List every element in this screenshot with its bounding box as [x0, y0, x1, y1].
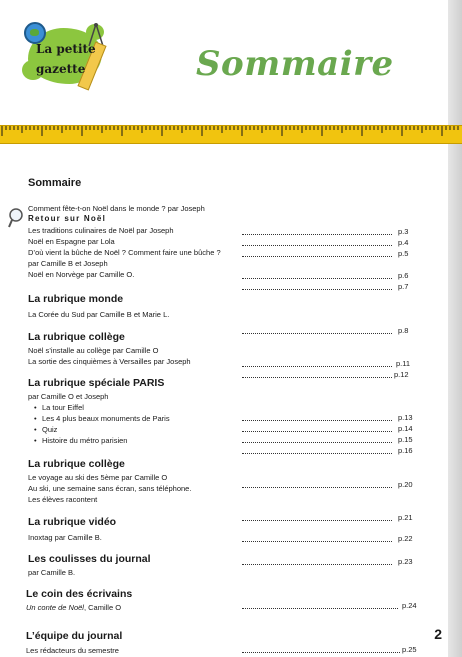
rubric-heading: La rubrique monde: [28, 293, 124, 305]
intro-question: Comment fête-t-on Noël dans le monde ? par Joseph: [28, 204, 205, 213]
logo-text-line2: gazette: [36, 62, 86, 76]
page-ref: p.4: [398, 238, 409, 247]
list-item: • La tour Eiffel: [34, 403, 84, 412]
dot-leader: [242, 487, 392, 488]
dot-leader: [242, 245, 392, 246]
toc-entry: La sortie des cinquièmes à Versailles par Joseph: [28, 357, 191, 366]
dot-leader: [242, 431, 392, 432]
toc-entry: Noël en Espagne par Lola: [28, 237, 115, 246]
toc-entry: D’où vient la bûche de Noël ? Comment faire une bûche ?: [28, 248, 221, 257]
toc-entry: Le voyage au ski des 5ème par Camille O: [28, 473, 168, 482]
dot-leader: [242, 564, 392, 565]
rubric-heading: La rubrique vidéo: [28, 516, 117, 528]
page-ref: p.12: [394, 370, 409, 379]
toc-entry: par Camille B.: [28, 568, 76, 577]
page-ref: p.8: [398, 326, 409, 335]
ruler-ticks: [0, 126, 462, 145]
page-ref: p.15: [398, 435, 413, 444]
toc-entry: Les rédacteurs du semestre: [26, 646, 119, 655]
dot-leader: [242, 453, 392, 454]
rubric-heading: Les coulisses du journal: [28, 553, 151, 565]
rubric-heading: La rubrique collège: [28, 331, 125, 343]
toc-entry: Les traditions culinaires de Noël par Joseph: [28, 226, 174, 235]
page-ref: p.24: [402, 601, 417, 610]
page-ref: p.16: [398, 446, 413, 455]
page-ref: p.3: [398, 227, 409, 236]
toc-entry: Noël en Norvège par Camille O.: [28, 270, 135, 279]
page-ref: p.21: [398, 513, 413, 522]
page-ref: p.11: [396, 359, 411, 368]
ruler-band: [0, 125, 462, 144]
dot-leader: [242, 420, 392, 421]
toc-entry: par Camille B et Joseph: [28, 259, 108, 268]
dot-leader: [242, 256, 392, 257]
page-ref: p.20: [398, 480, 413, 489]
page-ref: p.25: [402, 645, 417, 654]
list-item: • Histoire du métro parisien: [34, 436, 128, 445]
retour-heading: Retour sur Noël: [28, 214, 107, 223]
toc-entry: Inoxtag par Camille B.: [28, 533, 102, 542]
dot-leader: [242, 377, 392, 378]
toc-entry: Un conte de Noël, Camille O: [26, 603, 122, 612]
dot-leader: [242, 289, 392, 290]
toc-entry: La Corée du Sud par Camille B et Marie L.: [28, 310, 170, 319]
page-number: 2: [434, 626, 442, 642]
page-ref: p.14: [398, 424, 413, 433]
page-ref: p.22: [398, 534, 413, 543]
page-ref: p.23: [398, 557, 413, 566]
dot-leader: [242, 366, 392, 367]
dot-leader: [242, 278, 392, 279]
rubric-heading: La rubrique collège: [28, 458, 125, 470]
list-item: • Les 4 plus beaux monuments de Paris: [34, 414, 170, 423]
rubric-heading: La rubrique spéciale PARIS: [28, 377, 165, 389]
dot-leader: [242, 652, 400, 653]
toc-entry: Au ski, une semaine sans écran, sans téléphone.: [28, 484, 192, 493]
rubric-byline: par Camille O et Joseph: [28, 392, 109, 401]
logo-text-line1: La petite: [36, 42, 96, 56]
page-ref: p.6: [398, 271, 409, 280]
globe-icon: [24, 22, 46, 44]
page-edge: [448, 0, 462, 657]
dot-leader: [242, 234, 392, 235]
dot-leader: [242, 333, 392, 334]
toc-heading: Sommaire: [28, 177, 82, 189]
list-item: • Quiz: [34, 425, 58, 434]
dot-leader: [242, 442, 392, 443]
page-title: Sommaire: [196, 44, 394, 84]
gazette-logo: [22, 20, 110, 92]
magnifier-icon: [8, 207, 26, 229]
dot-leader: [242, 541, 392, 542]
rubric-heading: L’équipe du journal: [26, 630, 123, 642]
page-ref: p.13: [398, 413, 413, 422]
toc-entry: Noël s’installe au collège par Camille O: [28, 346, 159, 355]
rubric-heading: Le coin des écrivains: [26, 588, 133, 600]
dot-leader: [242, 608, 398, 609]
toc-entry: Les élèves racontent: [28, 495, 98, 504]
page-ref: p.7: [398, 282, 409, 291]
dot-leader: [242, 520, 392, 521]
page-ref: p.5: [398, 249, 409, 258]
